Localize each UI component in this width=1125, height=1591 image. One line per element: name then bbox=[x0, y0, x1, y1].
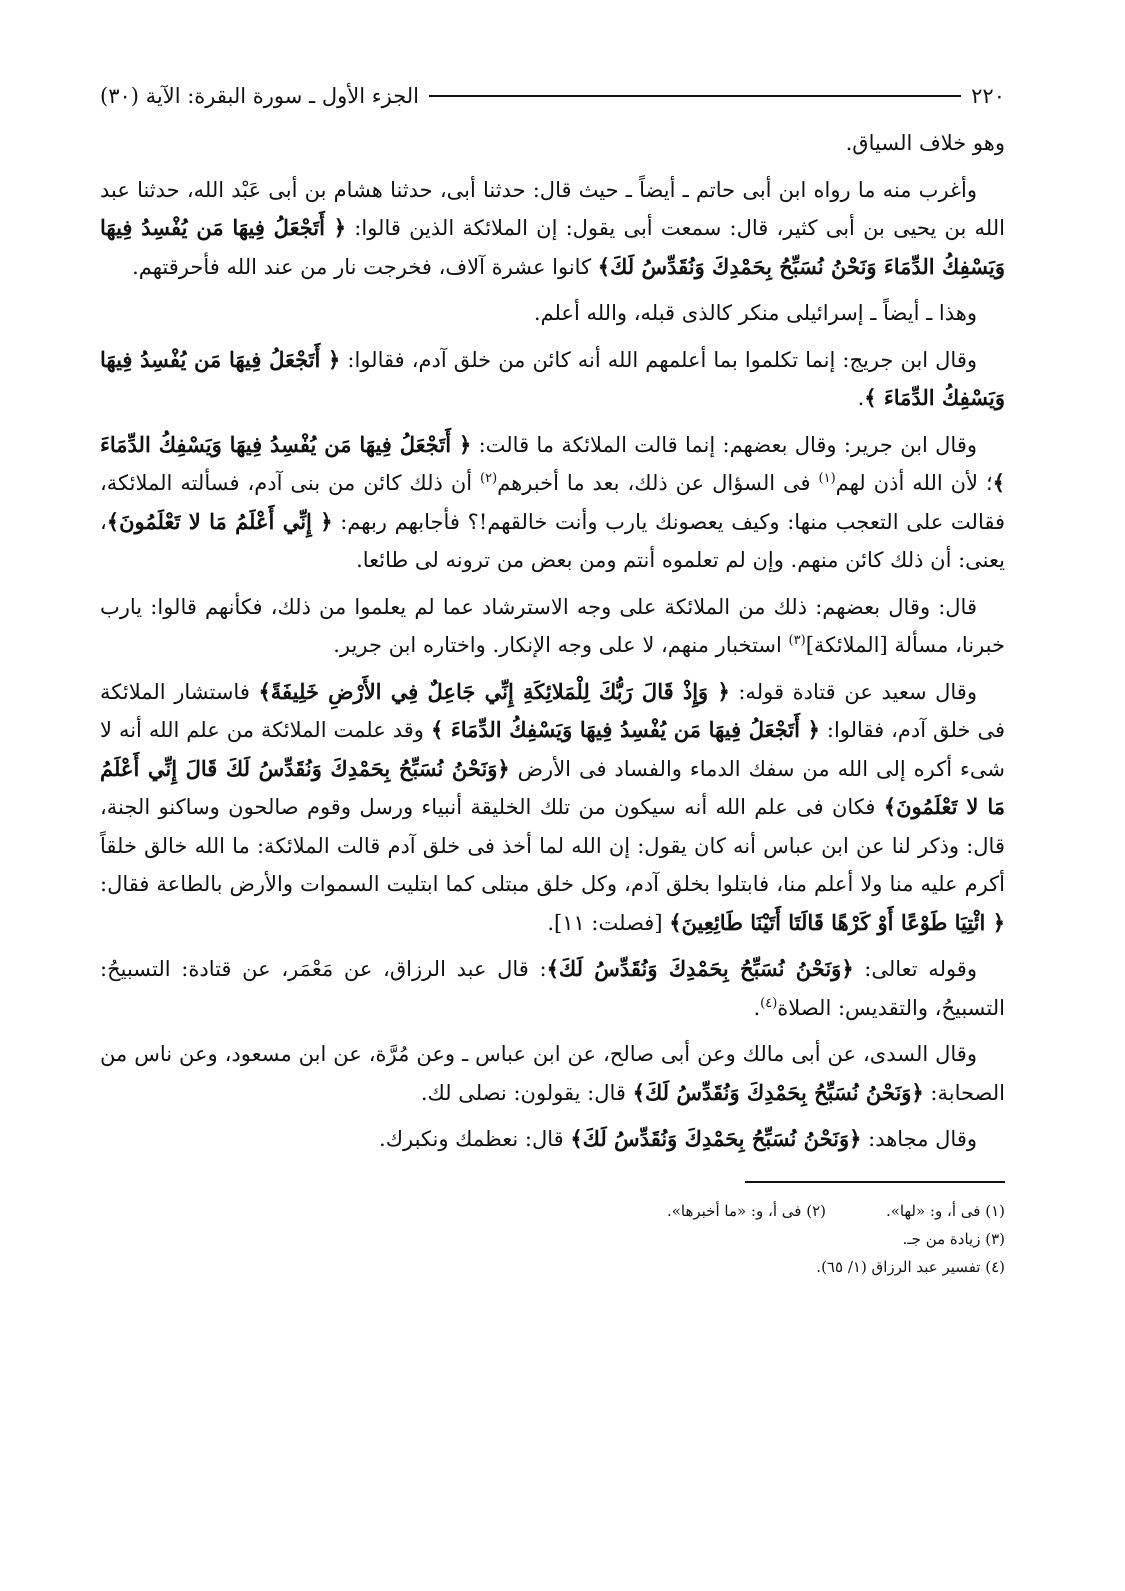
main-text bbox=[100, 124, 1005, 1159]
quran-quote: ﴿ أَتَجْعَلُ فِيهَا مَن يُفْسِدُ فِيهَا وَيَسْفِكُ الدِّمَاءَ ﴾ bbox=[100, 431, 1005, 495]
running-title: الجزء الأول ـ سورة البقرة: الآية (٣٠) bbox=[100, 84, 419, 108]
text-run: قال: يقولون: نصلى لك. bbox=[420, 1080, 633, 1105]
footnote-ref: (١) bbox=[818, 471, 836, 486]
paragraph bbox=[100, 673, 1005, 943]
footnote-1: (١) فى أ، و: «لها». bbox=[885, 1201, 1005, 1220]
text-run: [فصلت: ١١]. bbox=[547, 910, 670, 935]
footnotes bbox=[100, 1197, 1005, 1281]
text-run: فكان فى علم الله أنه سيكون من تلك الخليقة أنبياء ورسل وقوم صالحون وساكنو الجنة، قال: وذكر لنا عن ابن عباس أنه كان يقول: إن الله لما أخذ فى خلق آدم قالت الملائكة: ما الله خالق خلقاً أكرم عليه منا ولا أعلم منا، فابتلوا بخلق آدم، وكل خلق مبتلى كما ابتليت السموات والأرض بالطاعة فقال: bbox=[100, 795, 1005, 896]
paragraph bbox=[100, 294, 1005, 333]
text-run: أن ذلك كائن من بنى آدم، فسألته الملائكة، فقالت على التعجب منها: وكيف يعصونك يارب وأنت خالقهم!؟ فأجابهم ربهم: bbox=[100, 471, 1006, 534]
text-run: استخبار منهم، لا على وجه الإنكار. واختاره ابن جرير. bbox=[333, 633, 789, 657]
footnote-ref: (٣) bbox=[788, 633, 806, 648]
text-run: فاستشار الملائكة فى خلق آدم، فقالوا: bbox=[100, 679, 1006, 742]
quran-quote: ﴿ أَتَجْعَلُ فِيهَا مَن يُفْسِدُ فِيهَا وَيَسْفِكُ الدِّمَاءَ وَنَحْنُ نُسَبِّحُ بِحَمْدِكَ وَنُقَدِّسُ لَكَ﴾ bbox=[100, 215, 1005, 279]
text-run: . bbox=[857, 386, 865, 410]
text-run: وقال مجاهد: bbox=[861, 1127, 977, 1151]
text-run: وقال سعيد عن قتادة قوله: bbox=[729, 679, 977, 704]
page-number: ٢٢٠ bbox=[971, 84, 1005, 108]
quran-quote: ﴿وَنَحْنُ نُسَبِّحُ بِحَمْدِكَ وَنُقَدِّسُ لَكَ﴾ bbox=[546, 956, 854, 981]
text-run: فى السؤال عن ذلك، بعد ما أخبرهم bbox=[497, 471, 819, 495]
paragraph bbox=[100, 950, 1005, 1027]
text-run: ؛ لأن الله أذن لهم bbox=[835, 471, 993, 495]
quran-quote: ﴿ إِنِّي أَعْلَمُ مَا لا تَعْلَمُونَ﴾ bbox=[106, 508, 333, 534]
paragraph bbox=[100, 1120, 1005, 1159]
quran-quote: ﴿ ائْتِيَا طَوْعًا أَوْ كَرْهًا قَالَتَا أَتَيْنَا طَائِعِينَ﴾ bbox=[669, 909, 1005, 935]
text-run: وقوله تعالى: bbox=[853, 957, 977, 981]
footnote-2: (٢) فى أ، و: «ما أخبرها». bbox=[666, 1201, 826, 1220]
quran-quote: ﴿ أَتَجْعَلُ فِيهَا مَن يُفْسِدُ فِيهَا وَيَسْفِكُ الدِّمَاءَ ﴾ bbox=[100, 346, 1005, 410]
text-run: وقال ابن جرير: وقال بعضهم: إنما قالت الملائكة ما قالت: bbox=[471, 432, 978, 457]
text-run: وقال السدى، عن أبى مالك وعن أبى صالح، عن ابن عباس ـ وعن مُرَّة، عن ابن مسعود، وعن ناس من الصحابة: bbox=[100, 1042, 1005, 1105]
quran-quote: ﴿ أَتَجْعَلُ فِيهَا مَن يُفْسِدُ فِيهَا وَيَسْفِكُ الدِّمَاءَ ﴾ bbox=[430, 717, 820, 742]
text-run: وقال ابن جريج: إنما تكلموا بما أعلمهم الله أنه كائن من خلق آدم، فقالوا: bbox=[340, 347, 978, 372]
footnote-line bbox=[100, 1197, 1005, 1225]
document-page bbox=[100, 80, 1005, 1500]
text-run: ، يعنى: أن ذلك كائن منهم. وإن لم تعلموه أنتم ومن بعض من ترونه لى طائعا. bbox=[100, 509, 1005, 572]
text-run: وقد علمت الملائكة من علم الله أنه لا شىء أكره إلى الله من سفك الدماء والفساد فى الأرض bbox=[100, 718, 1005, 781]
footnote-4: (٤) تفسير عبد الرزاق (١/ ٦٥). bbox=[816, 1257, 1005, 1276]
paragraph bbox=[100, 426, 1005, 580]
text-run: قال: نعظمك ونكبرك. bbox=[379, 1127, 571, 1151]
paragraph bbox=[100, 171, 1005, 287]
quran-quote: ﴿وَنَحْنُ نُسَبِّحُ بِحَمْدِكَ وَنُقَدِّسُ لَكَ﴾ bbox=[632, 1079, 924, 1105]
paragraph bbox=[100, 124, 1005, 163]
text-run: وهذا ـ أيضاً ـ إسرائيلى منكر كالذى قبله، والله أعلم. bbox=[533, 301, 977, 325]
paragraph bbox=[100, 341, 1005, 418]
paragraph bbox=[100, 1035, 1005, 1112]
footnote-ref: (٤) bbox=[760, 995, 778, 1011]
quran-quote: ﴿وَنَحْنُ نُسَبِّحُ بِحَمْدِكَ وَنُقَدِّسُ لَكَ﴾ bbox=[570, 1126, 862, 1151]
text-run: قال: وقال بعضهم: ذلك من الملائكة على وجه الاسترشاد عما لم يعلموا من ذلك، فكأنهم قالوا: يارب خبرنا، مسألة [الملائكة] bbox=[100, 594, 1005, 657]
paragraph bbox=[100, 588, 1005, 665]
text-run: . bbox=[753, 995, 761, 1020]
quran-quote: ﴿ وَإِذْ قَالَ رَبُّكَ لِلْمَلائِكَةِ إِنِّي جَاعِلٌ فِي الأَرْضِ خَلِيفَةً﴾ bbox=[258, 678, 730, 704]
footnote-ref: (٢) bbox=[480, 471, 498, 486]
running-header bbox=[100, 80, 1005, 112]
text-run: وهو خلاف السياق. bbox=[845, 131, 1005, 155]
text-run: : قال عبد الرزاق، عن مَعْمَر، عن قتادة: التسبيحُ: التسبيحُ، والتقديس: الصلاة bbox=[100, 957, 1005, 1020]
footnote-separator bbox=[745, 1181, 1005, 1183]
text-run: كانوا عشرة آلاف، فخرجت نار من عند الله فأحرقتهم. bbox=[132, 254, 598, 279]
quran-quote: ﴿وَنَحْنُ نُسَبِّحُ بِحَمْدِكَ وَنُقَدِّسُ لَكَ قَالَ إِنِّي أَعْلَمُ مَا لا تَعْلَمُونَ﴾ bbox=[100, 755, 1005, 819]
footnote-3: (٣) زيادة من جـ. bbox=[902, 1229, 1005, 1248]
header-rule bbox=[429, 95, 961, 97]
text-run: وأغرب منه ما رواه ابن أبى حاتم ـ أيضاً ـ حيث قال: حدثنا أبى، حدثنا هشام بن أبى عَبْد الله، حدثنا عبد الله بن يحيى بن أبى كثير، قال: سمعت أبى يقول: إن الملائكة الذين قالوا: bbox=[100, 177, 1005, 240]
